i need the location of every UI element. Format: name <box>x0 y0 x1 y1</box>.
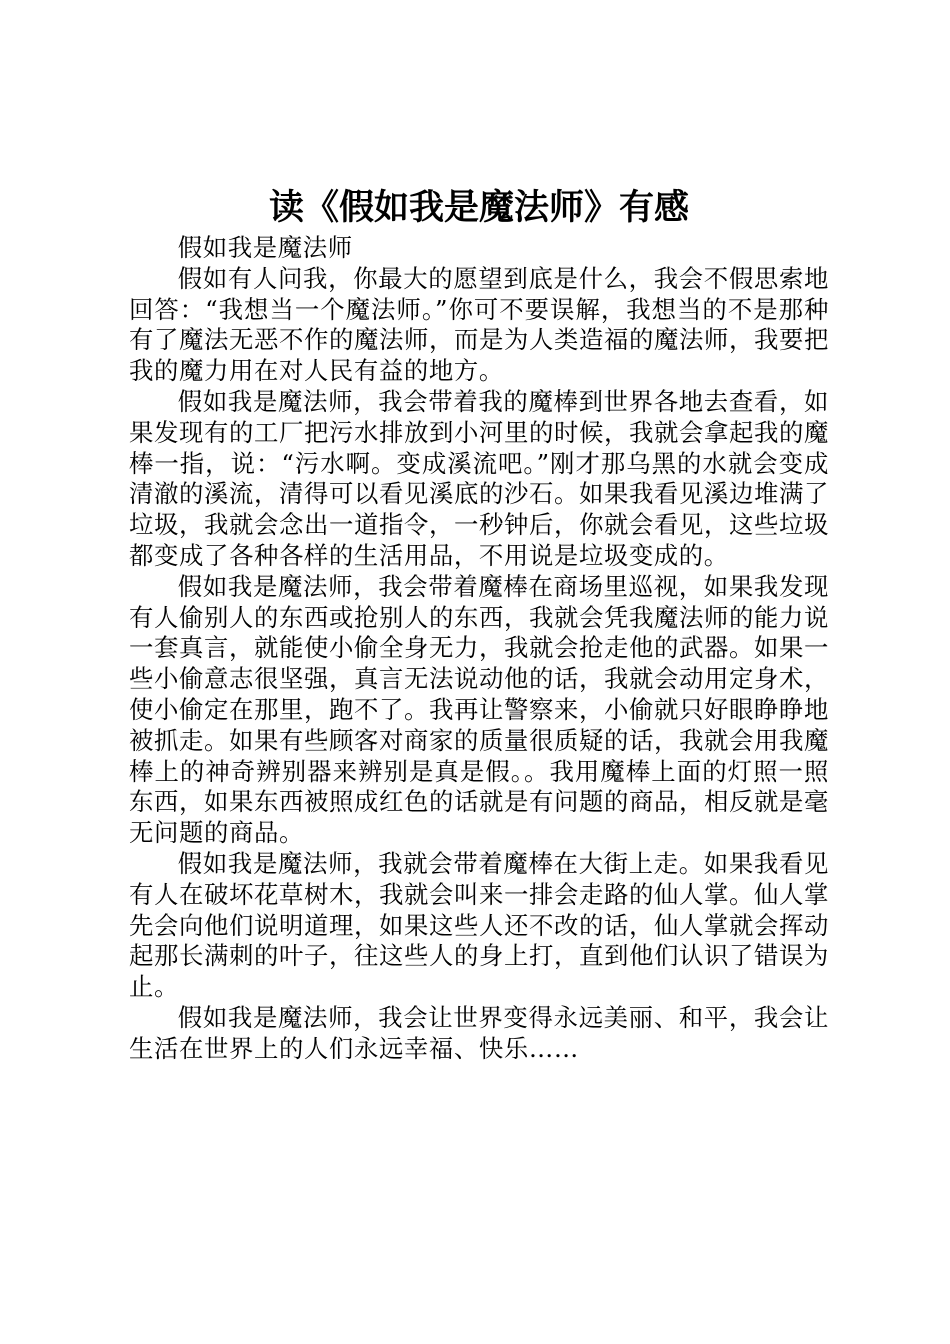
paragraph: 假如我是魔法师，我就会带着魔棒在大街上走。如果我看见有人在破坏花草树木，我就会叫来一排会走路的仙人掌。仙人掌先会向他们说明道理，如果这些人还不改的话，仙人掌就会挥动起那长满刺的叶子，往这些人的身上打，直到他们认识了错误为止。 <box>129 848 829 1002</box>
document-body <box>129 233 829 1065</box>
paragraph: 假如我是魔法师，我会带着我的魔棒到世界各地去查看，如果发现有的工厂把污水排放到小河里的时候，我就会拿起我的魔棒一指，说：“污水啊。变成溪流吧。”刚才那乌黑的水就会变成清澈的溪流，清得可以看见溪底的沙石。如果我看见溪边堆满了垃圾，我就会念出一道指令，一秒钟后，你就会看见，这些垃圾都变成了各种各样的生活用品，不用说是垃圾变成的。 <box>129 386 829 570</box>
paragraph: 假如有人问我，你最大的愿望到底是什么，我会不假思索地回答：“我想当一个魔法师。”你可不要误解，我想当的不是那种有了魔法无恶不作的魔法师，而是为人类造福的魔法师，我要把我的魔力用在对人民有益的地方。 <box>129 263 829 386</box>
paragraph: 假如我是魔法师，我会让世界变得永远美丽、和平，我会让生活在世界上的人们永远幸福、快乐…… <box>129 1002 829 1063</box>
paragraph-subtitle: 假如我是魔法师 <box>177 233 353 262</box>
paragraph: 假如我是魔法师，我会带着魔棒在商场里巡视，如果我发现有人偷别人的东西或抢别人的东西，我就会凭我魔法师的能力说一套真言，就能使小偷全身无力，我就会抢走他的武器。如果一些小偷意志很坚强，真言无法说动他的话，我就会动用定身术，使小偷定在那里，跑不了。我再让警察来，小偷就只好眼睁睁地被抓走。如果有些顾客对商家的质量很质疑的话，我就会用我魔棒上的神奇辨别器来辨别是真是假。。我用魔棒上面的灯照一照东西，如果东西被照成红色的话就是有问题的商品，相反就是毫无问题的商品。 <box>129 571 829 848</box>
document-title: 读《假如我是魔法师》有感 <box>268 188 689 228</box>
